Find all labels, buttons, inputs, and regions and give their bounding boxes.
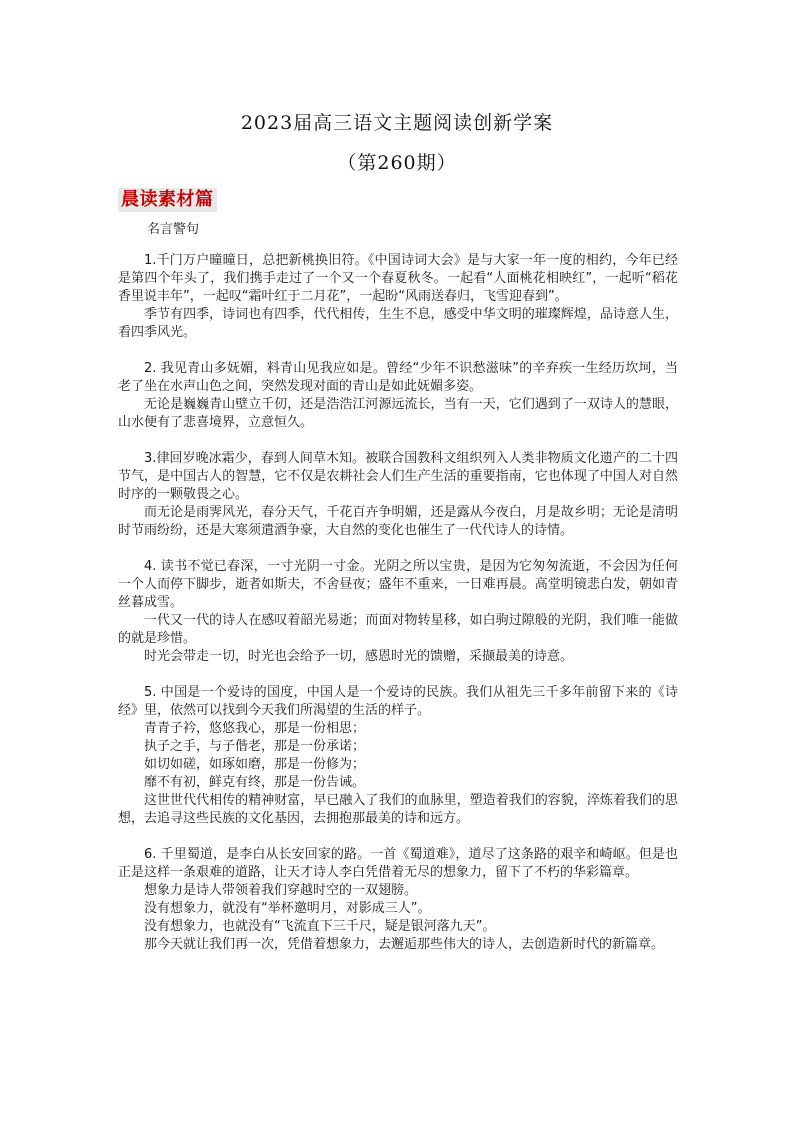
entry-paragraph: 3.律回岁晚冰霜少，春到人间草木知。被联合国教科文组织列入人类非物质文化遗产的二十四节气，是中国古人的智慧，它不仅是农耕社会人们生产生活的重要指南，它也体现了中国人对自然时序的一颗敬畏之心。: [118, 451, 678, 502]
entry-paragraph: 5. 中国是一个爱诗的国度，中国人是一个爱诗的民族。我们从祖先三千多年前留下来的《诗经》里，依然可以找到今天我们所渴望的生活的样子。: [118, 685, 678, 718]
entries-body: [118, 252, 678, 972]
entry-2: [118, 360, 678, 432]
entry-paragraph: 那今天就让我们再一次，凭借着想象力，去邂逅那些伟大的诗人，去创造新时代的新篇章。: [144, 937, 665, 952]
entry-paragraph: 这世世代代相传的精神财富，早已融入了我们的血脉里，塑造着我们的容貌，淬炼着我们的思想，去追寻这些民族的文化基因，去拥抱那最美的诗和远方。: [118, 793, 678, 826]
verse-line: 如切如磋，如琢如磨，那是一份修为；: [144, 757, 366, 772]
entry-paragraph: 一代又一代的诗人在感叹着韶光易逝；而面对物转星移，如白驹过隙般的光阴，我们唯一能做的就是珍惜。: [118, 613, 678, 646]
issue-number: （第260期）: [337, 152, 457, 174]
entry-paragraph: 6. 千里蜀道，是李白从长安回家的路。一首《蜀道难》，道尽了这条路的艰辛和崎岖。但是也正是这样一条艰难的道路，让天才诗人李白凭借着无尽的想象力，留下了不朽的华彩篇章。: [118, 847, 678, 880]
entry-5: [118, 684, 678, 828]
section-heading: 晨读素材篇: [118, 188, 217, 212]
verse-line: 执子之手，与子偕老，那是一份承诺；: [144, 739, 366, 754]
entry-paragraph: 想象力是诗人带领着我们穿越时空的一双翅膀。: [144, 883, 418, 898]
entry-4: [118, 558, 678, 666]
entry-1: [118, 252, 678, 342]
entry-3: [118, 450, 678, 540]
entry-6: [118, 846, 678, 954]
entry-paragraph: 而无论是雨霁风光，春分天气，千花百卉争明媚，还是露从今夜白，月是故乡明；无论是清明时节雨纷纷，还是大寒须遣酒争豪，大自然的变化也催生了一代代诗人的诗情。: [118, 505, 678, 538]
entry-paragraph: 没有想象力，也就没有“飞流直下三千尺，疑是银河落九天”。: [144, 919, 496, 934]
entry-paragraph: 时光会带走一切，时光也会给予一切，感恩时光的馈赠，采撷最美的诗意。: [144, 649, 574, 664]
entry-paragraph: 季节有四季，诗词也有四季，代代相传，生生不息，感受中华文明的璀璨辉煌，品诗意人生，看四季风光。: [118, 307, 678, 340]
section-subheading: 名言警句: [147, 222, 200, 237]
entry-paragraph: 4. 读书不觉已春深，一寸光阴一寸金。光阴之所以宝贵，是因为它匆匆流逝，不会因为任何一个人而停下脚步，逝者如斯夫，不舍昼夜；盛年不重来，一日难再晨。高堂明镜悲白发，朝如青丝暮成雪。: [118, 559, 678, 610]
entry-paragraph: 没有想象力，就没有“举杯邀明月，对影成三人”。: [144, 901, 431, 916]
entry-paragraph: 2. 我见青山多妩媚，料青山见我应如是。曾经“少年不识愁滋味”的辛弃疾一生经历坎坷，当老了坐在水声山色之间，突然发现对面的青山是如此妩媚多姿。: [118, 361, 678, 394]
entry-paragraph: 1.千门万户曈曈日，总把新桃换旧符。《中国诗词大会》是与大家一年一度的相约，今年已经是第四个年头了，我们携手走过了一个又一个春夏秋冬。一起看“人面桃花相映红”，一起听“稻花香里说丰年”，一起叹“霜叶红于二月花”，一起盼“风雨送春归，飞雪迎春到”。: [118, 253, 678, 304]
document-title: 2023届高三语文主题阅读创新学案: [240, 112, 554, 134]
verse-line: 青青子衿，悠悠我心，那是一份相思；: [144, 721, 366, 736]
entry-paragraph: 无论是巍巍青山壁立千仞，还是浩浩江河源远流长，当有一天，它们遇到了一双诗人的慧眼，山水便有了悲喜境界，立意恒久。: [118, 397, 678, 430]
verse-line: 靡不有初，鲜克有终，那是一份告诫。: [144, 775, 366, 790]
